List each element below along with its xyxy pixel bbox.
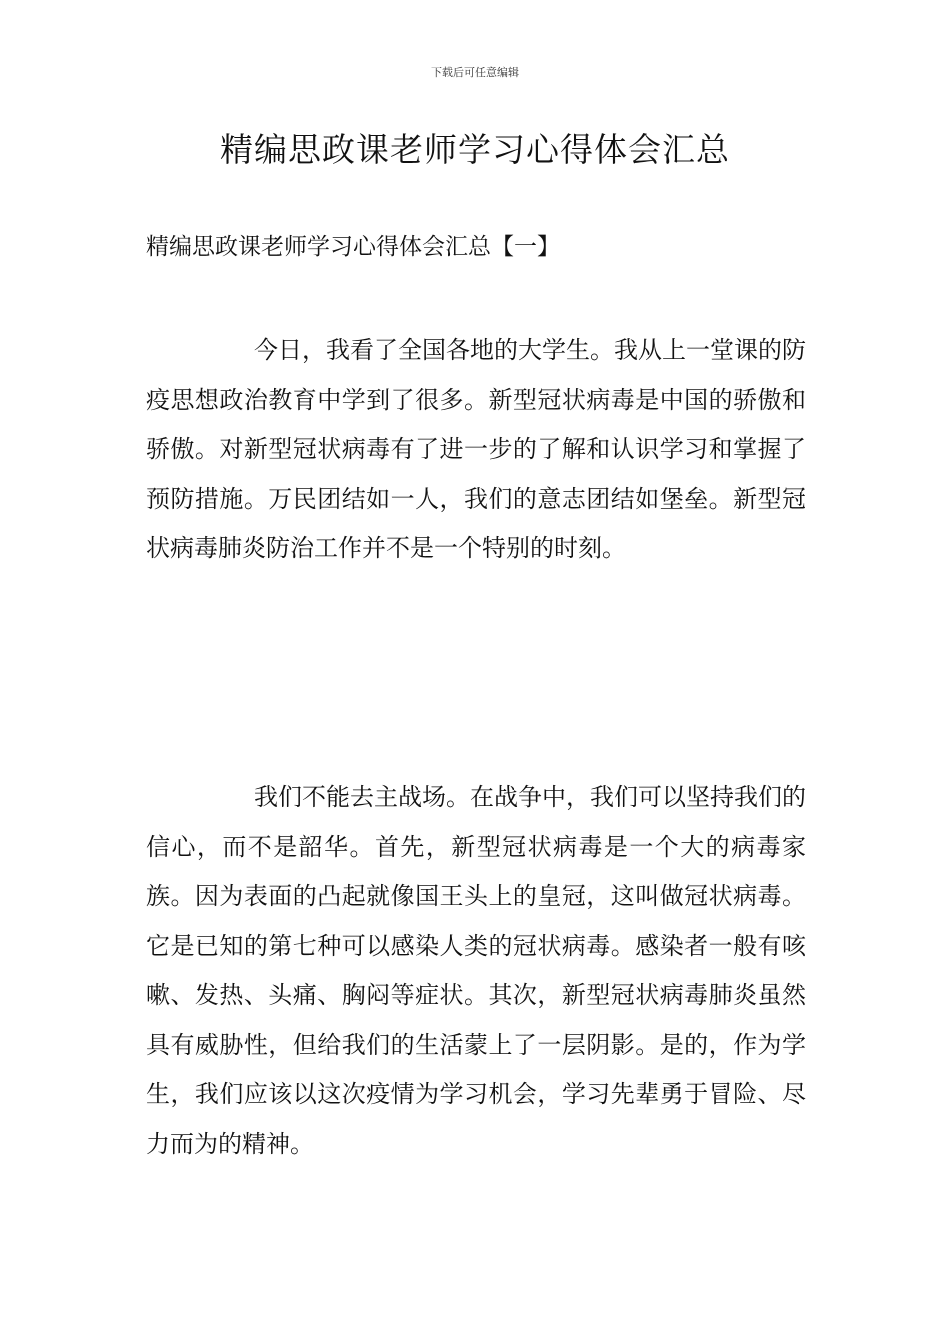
document-title: 精编思政课老师学习心得体会汇总 — [220, 130, 730, 169]
header-note: 下载后可任意编辑 — [431, 66, 519, 79]
paragraph-1: 今日，我看了全国各地的大学生。我从上一堂课的防疫思想政治教育中学到了很多。新型冠状病毒是中国的骄傲和骄傲。对新型冠状病毒有了进一步的了解和认识学习和掌握了预防措施。万民团结如一人，我们的意志团结如堡垒。新型冠状病毒肺炎防治工作并不是一个特别的时刻。 — [146, 336, 806, 562]
section-heading: 精编思政课老师学习心得体会汇总【一】 — [146, 234, 560, 260]
paragraph-2: 我们不能去主战场。在战争中，我们可以坚持我们的信心，而不是韶华。首先，新型冠状病毒是一个大的病毒家族。因为表面的凸起就像国王头上的皇冠，这叫做冠状病毒。它是已知的第七种可以感染人类的冠状病毒。感染者一般有咳嗽、发热、头痛、胸闷等症状。其次，新型冠状病毒肺炎虽然具有威胁性，但给我们的生活蒙上了一层阴影。是的，作为学生，我们应该以这次疫情为学习机会，学习先辈勇于冒险、尽力而为的精神。 — [146, 783, 806, 1158]
